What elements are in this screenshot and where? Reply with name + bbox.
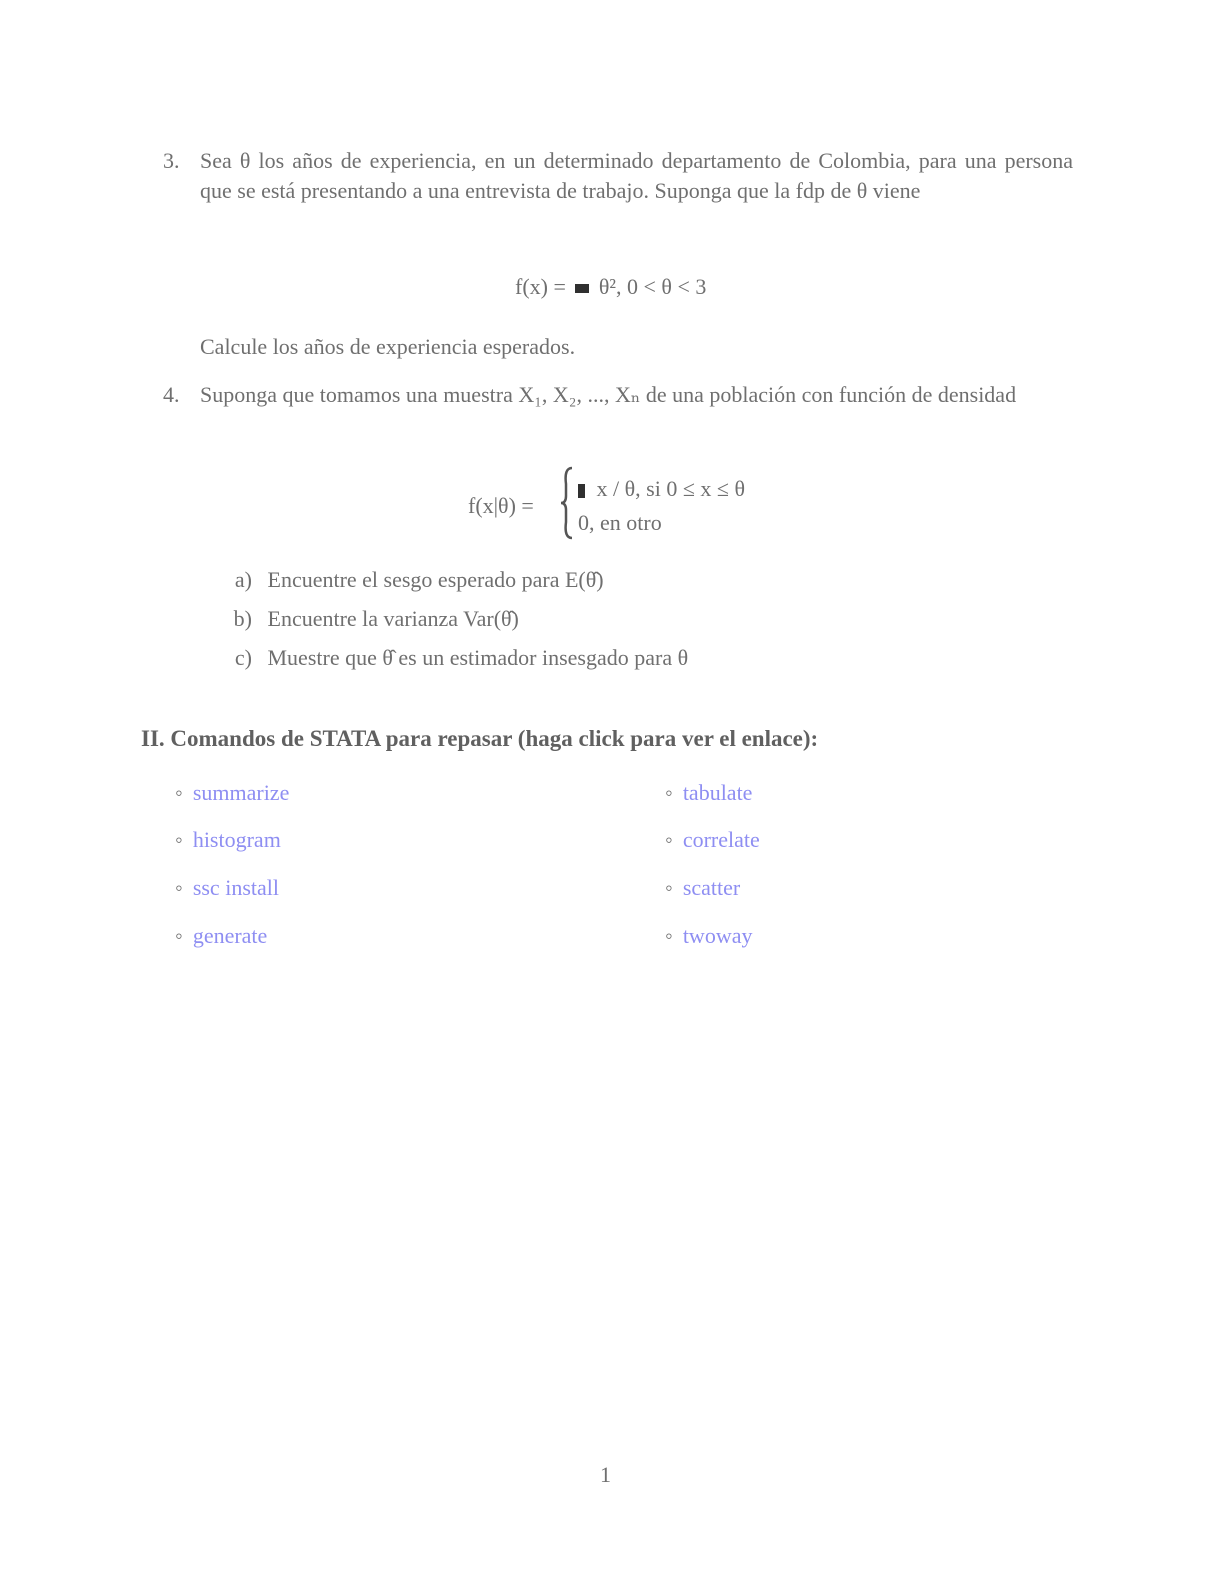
section-title: II. Comandos de STATA para repasar (haga click para ver el enlace): (141, 726, 819, 751)
list-item: ◦ twoway (665, 923, 753, 948)
problem-4-formula-left: f(x|θ) = (468, 493, 534, 518)
command-link[interactable]: summarize (192, 780, 290, 805)
problem-3-question: Calcule los años de experiencia esperados. (200, 334, 576, 359)
list-item: ◦ scatter (665, 875, 741, 900)
problem-4-number: 4. (163, 382, 180, 407)
command-link[interactable]: tabulate (682, 780, 753, 805)
command-link[interactable]: twoway (682, 923, 753, 948)
sub-item-b: b) Encuentre la varianza Var(θ̂) (233, 606, 519, 631)
page-number: 1 (600, 1462, 611, 1487)
list-item: ◦ summarize (175, 780, 290, 805)
problem-3-formula-left: f(x) = (515, 274, 566, 299)
command-link[interactable]: scatter (682, 875, 741, 900)
problem-3-formula-right: θ², 0 < θ < 3 (598, 274, 707, 299)
fraction-blot (575, 284, 589, 293)
fraction-blot (578, 484, 585, 498)
piecewise-brace (560, 466, 576, 540)
sub-item-c: c) Muestre que θ̂ es un estimador insesgado para θ (234, 645, 689, 670)
list-item: ◦ generate (175, 923, 268, 948)
piecewise-case-1: x / θ, si 0 ≤ x ≤ θ (578, 476, 745, 502)
list-item: ◦ tabulate (665, 780, 753, 805)
list-item: ◦ histogram (175, 827, 281, 852)
command-link[interactable]: correlate (682, 827, 760, 852)
problem-3-number: 3. (163, 148, 180, 173)
problem-4 (163, 380, 1073, 410)
problem-3-text: Sea θ los años de experiencia, en un determinado departamento de Colombia, para una persona que se está presentando a una entrevista de trabajo. Suponga que la fdp de θ viene (200, 148, 1073, 203)
problem-4-text: Suponga que tomamos una muestra X₁, X₂, ..., Xₙ de una población con función de densidad (200, 382, 1017, 407)
command-link[interactable]: generate (192, 923, 268, 948)
command-link[interactable]: ssc install (192, 875, 279, 900)
piecewise-case-2: 0, en otro (578, 510, 662, 535)
problem-3-formula (515, 274, 706, 300)
command-link[interactable]: histogram (192, 827, 281, 852)
sub-item-a: a) Encuentre el sesgo esperado para E(θ̂) (234, 567, 604, 592)
problem-3 (163, 146, 1073, 206)
list-item: ◦ correlate (665, 827, 760, 852)
list-item: ◦ ssc install (175, 875, 279, 900)
